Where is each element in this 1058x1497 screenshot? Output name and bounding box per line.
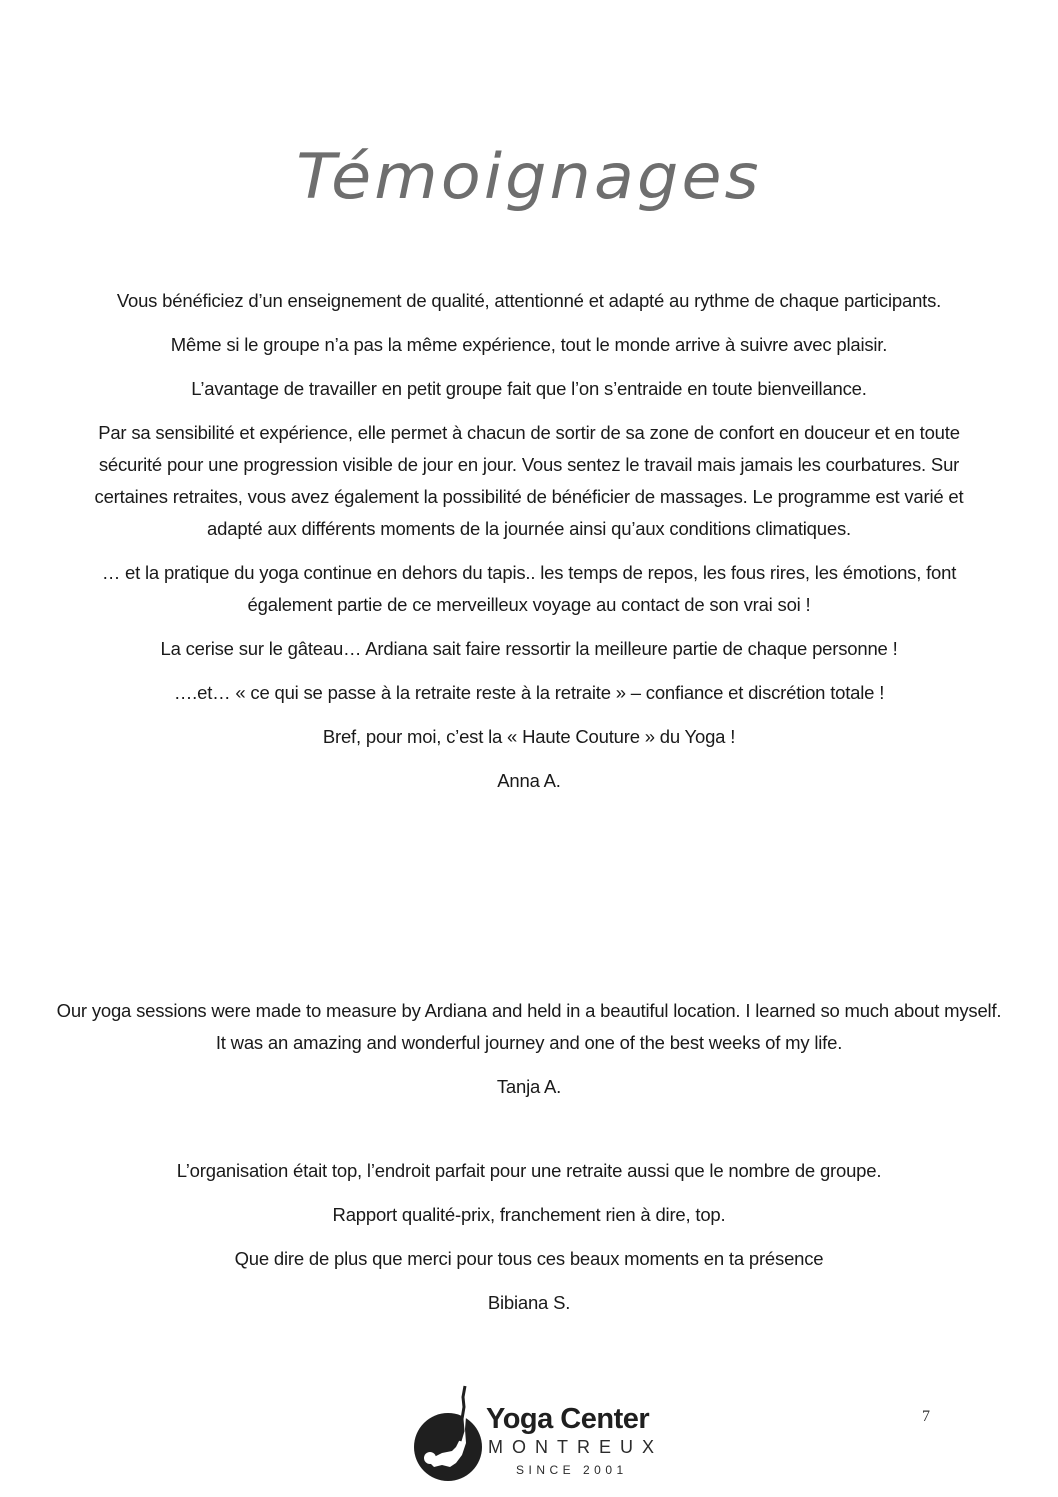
testimonial-paragraph: L’organisation était top, l’endroit parfait pour une retraite aussi que le nombre de groupe. [176, 1160, 882, 1181]
testimonial-paragraph: Rapport qualité-prix, franchement rien à dire, top. [332, 1204, 726, 1225]
testimonial-paragraph: Vous bénéficiez d’un enseignement de qualité, attentionné et adapté au rythme de chaque participants. [116, 290, 942, 311]
testimonial-paragraph: … et la pratique du yoga continue en dehors du tapis.. les temps de repos, les fous rires, les émotions, font également partie de ce merveilleux voyage au contact de son vrai soi ! [101, 562, 957, 615]
yoga-center-logo [412, 1383, 663, 1483]
testimonial-author: Tanja A. [496, 1076, 562, 1097]
testimonial-paragraph: ….et… « ce qui se passe à la retraite reste à la retraite » – confiance et discrétion totale ! [173, 682, 885, 703]
page-number: 7 [922, 1408, 930, 1425]
testimonial-paragraph: Bref, pour moi, c’est la « Haute Couture » du Yoga ! [322, 726, 736, 747]
testimonial-paragraph: Our yoga sessions were made to measure by Ardiana and held in a beautiful location. I learned so much about myself. It was an amazing and wonderful journey and one of the best weeks of my life. [56, 1000, 1002, 1053]
testimonial-bibiana [60, 1155, 998, 1331]
testimonial-author: Bibiana S. [487, 1292, 571, 1313]
testimonial-anna [60, 285, 998, 809]
page-title: Témoignages [296, 140, 762, 213]
testimonial-paragraph: Par sa sensibilité et expérience, elle permet à chacun de sortir de sa zone de confort en douceur et en toute sécurité pour une progression visible de jour en jour. Vous sentez le travail mais jamais les courbatures. Sur certaines retraites, vous avez également la possibilité de bénéficier de massages. Le programme est varié et adapté aux différents moments de la journée ainsi qu’aux conditions climatiques. [94, 422, 964, 539]
testimonial-author: Anna A. [497, 770, 561, 791]
testimonial-paragraph: La cerise sur le gâteau… Ardiana sait faire ressortir la meilleure partie de chaque personne ! [160, 638, 898, 659]
testimonial-paragraph: Que dire de plus que merci pour tous ces beaux moments en ta présence [234, 1248, 824, 1269]
testimonial-paragraph: L’avantage de travailler en petit groupe fait que l’on s’entraide en toute bienveillance. [191, 378, 867, 399]
yoga-figure-circle-icon [412, 1383, 484, 1483]
logo-since: SINCE 2001 [516, 1463, 628, 1477]
logo-name: Yoga Center [486, 1403, 650, 1435]
logo-location: MONTREUX [488, 1437, 663, 1457]
testimonial-paragraph: Même si le groupe n’a pas la même expérience, tout le monde arrive à suivre avec plaisir. [170, 334, 888, 355]
testimonial-tanja [55, 995, 1003, 1115]
